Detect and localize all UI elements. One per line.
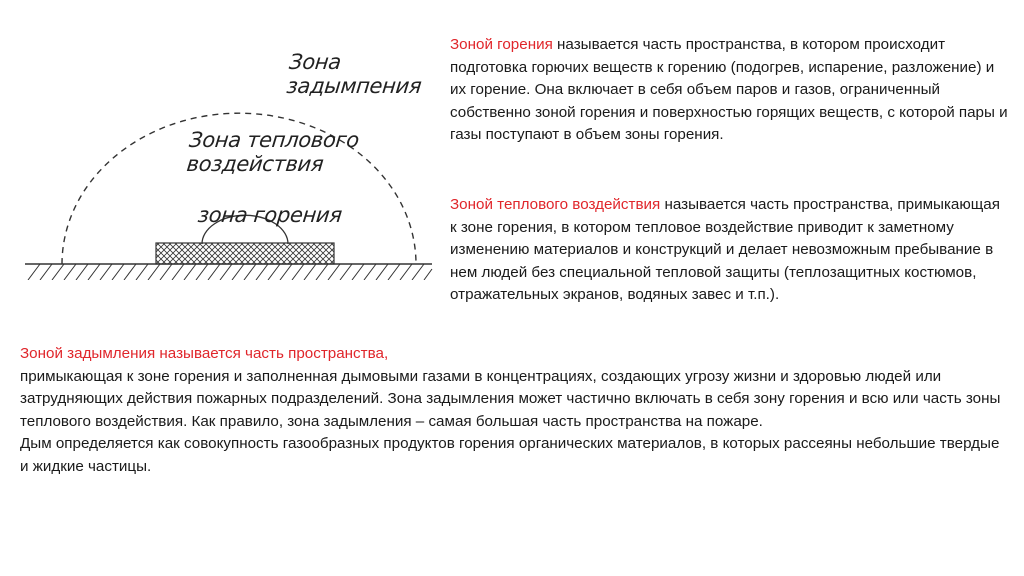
fire-zones-diagram <box>20 40 440 280</box>
burn-zone-text: называется часть пространства, в котором происходит подготовка горючих веществ к горению (подогрев, испарение, разложение) и их горение. Она включает в себя объем паров и газов, ограниченный собственно зоной горения и поверхностью горящих веществ, с которой пары и газы поступают в объем зоны горения. <box>450 36 1008 144</box>
heat-zone-label: Зона теплового воздействия <box>185 128 361 176</box>
smoke-zone-label: Зона задымпения <box>285 50 423 98</box>
smoke-definition-text: Дым определяется как совокупность газообразных продуктов горения органических материалов, в которых рассеяны небольшие твердые и жидкие частицы. <box>20 435 1000 475</box>
smoke-zone-text: примыкающая к зоне горения и заполненная дымовыми газами в концентрациях, создающих угрозу жизни и здоровью людей или затрудняющих действия пожарных подразделений. Зона задымления может частично включать в себя зону горения и всю или часть зоны теплового воздействия. Как правило, зона задымления – самая большая часть пространства на пожаре. <box>20 367 1001 430</box>
burning-material <box>156 243 334 264</box>
burn-zone-term: Зоной горения <box>450 36 553 53</box>
heat-zone-text: называется часть пространства, примыкающая к зоне горения, в котором тепловое воздействие приводит к заметному изменению материалов и конструкций и делает невозможным пребывание в нем людей без специальной тепловой защиты (теплозащитных костюмов, отражательных экранов, водяных завес и т.п.). <box>450 196 1000 304</box>
smoke-zone-definition <box>20 343 1010 479</box>
smoke-zone-heading: Зоной задымления называется часть пространства, <box>20 345 389 362</box>
ground-hatch <box>28 264 432 280</box>
burn-zone-label: зона горения <box>196 203 344 227</box>
heat-zone-term: Зоной теплового воздействия <box>450 196 661 213</box>
heat-zone-definition <box>450 194 1010 307</box>
burn-zone-definition <box>450 34 1010 147</box>
